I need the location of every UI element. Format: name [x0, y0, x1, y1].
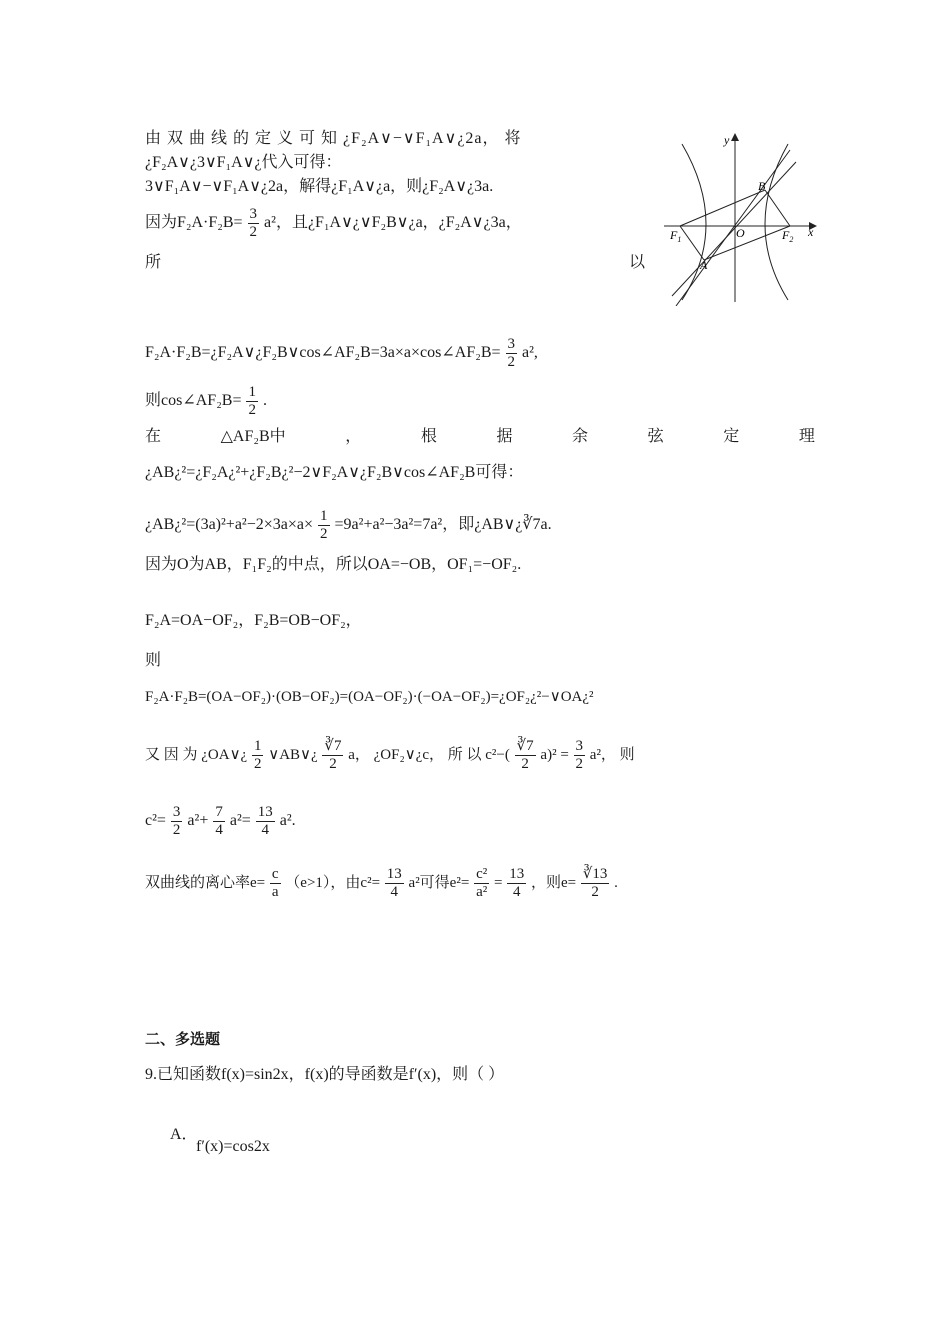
f2-label: $F_2$: [782, 228, 794, 244]
text-line-7: [145, 384, 267, 419]
segment-F1A: [680, 226, 704, 260]
line-15-d: a)² =: [540, 746, 569, 763]
text-line-10: [145, 508, 552, 543]
fraction-sqrt13-half: $\frac{∛13}{2}$: [582, 866, 608, 900]
line-17-e: ，则e=: [530, 874, 577, 891]
line-16-a: c²=: [145, 812, 166, 830]
line-11-text: 因为O为AB，F₁F₂的中点，所以OA=−OB，OF₁=−OF₂.: [145, 556, 522, 573]
right-branch: [765, 144, 788, 300]
text-line-13: [145, 650, 161, 672]
line-17-d: =: [493, 874, 503, 891]
question-9: [145, 1064, 504, 1086]
line-9-text: ¿AB¿²=¿F₂A¿²+¿F₂B¿²−2∨F₂A∨¿F₂B∨cos∠AF₂B可得：: [145, 464, 524, 481]
line-8-word: 定: [723, 428, 740, 445]
line-12-text: F₂A=OA−OF₂，F₂B=OB−OF₂，: [145, 612, 362, 629]
segment-AF2: [704, 226, 790, 260]
text-line-3: [145, 176, 493, 198]
text-line-16: [145, 804, 296, 839]
question-9-text: 9.已知函数f(x)=sin2x，f(x)的导函数是f′(x)，则（ ）: [145, 1066, 505, 1083]
line-17-a: 双曲线的离心率e=: [145, 874, 266, 891]
line-8-word: △AF₂B中: [220, 428, 286, 445]
text-line-14: [145, 686, 594, 708]
line-5-left: 所: [145, 254, 162, 271]
line-17-b: （e>1），由c²=: [285, 874, 381, 891]
text-line-17: [145, 866, 618, 901]
fraction-one-half: $\frac{1}{2}$: [248, 384, 256, 418]
segment-F2B: [765, 190, 790, 226]
text-line-11: [145, 554, 521, 576]
option-a-text: f′(x)=cos2x: [196, 1138, 270, 1155]
fraction-three-halves-3: $\frac{3}{2}$: [575, 738, 584, 772]
line-15-a: 又 因 为 ¿OA∨¿: [145, 746, 248, 763]
line-5-right: 以: [628, 254, 645, 271]
line-AB: [676, 150, 790, 306]
text-line-9: [145, 462, 523, 484]
line-4-end: a²，且¿F₁A∨¿∨F₂B∨¿a，¿F₂A∨¿3a，: [264, 214, 522, 232]
line-6-start: F₂A·F₂B=¿F₂A∨¿F₂B∨cos∠AF₂B=3a×a×cos∠AF₂B=: [145, 344, 501, 362]
section-heading: 二、多选题: [145, 1030, 221, 1048]
line-8-word: ，: [345, 428, 362, 445]
line-17-f: .: [614, 874, 618, 891]
line-8-word: 弦: [647, 428, 664, 445]
fraction-thirteen-quarters-3: $\frac{13}{4}$: [509, 866, 525, 900]
option-a-label: A．: [170, 1126, 198, 1143]
line-16-c: a²=: [229, 812, 251, 830]
line-8-word: 理: [798, 428, 815, 445]
line-8-word: 根: [420, 428, 437, 445]
line-14-text: F₂A·F₂B=(OA−OF₂)·(OB−OF₂)=(OA−OF₂)·(−OA−OF₂)=¿OF₂¿²−∨OA¿²: [145, 689, 594, 705]
left-branch: [682, 144, 706, 300]
line-1-text: 由 双 曲 线 的 定 义 可 知 ¿F₂A∨−∨F₁A∨¿2a， 将: [145, 130, 522, 147]
x-label: x: [808, 225, 814, 239]
segment-F1B: [680, 190, 765, 226]
line-7-end: .: [262, 392, 267, 410]
fraction-c2-over-a2: $\frac{\text{c²}}{\text{a²}}$: [476, 866, 488, 900]
line-8-word: 在: [145, 428, 162, 445]
line-7-start: 则cos∠AF₂B=: [145, 392, 242, 410]
option-a-formula: [196, 1136, 270, 1158]
line-16-d: a².: [279, 812, 296, 830]
line-17-c: a²可得e²=: [408, 874, 470, 891]
line-8-word: 据: [496, 428, 513, 445]
line-10-start: ¿AB¿²=(3a)²+a²−2×3a×a×: [145, 516, 314, 534]
text-line-12: [145, 610, 362, 632]
fraction-one-half-3: $\frac{1}{2}$: [253, 738, 262, 772]
text-line-4: [145, 206, 522, 241]
fraction-seven-quarters: $\frac{7}{4}$: [215, 804, 223, 838]
line-6-end: a²,: [522, 344, 538, 362]
origin-label: O: [736, 226, 745, 240]
fraction-c-over-a: $\frac{c}{a}$: [271, 866, 279, 900]
point-b-label: B: [758, 179, 766, 193]
hyperbola-figure: [660, 128, 820, 306]
line-16-b: a²+: [187, 812, 209, 830]
fraction-three-halves-2: $\frac{3}{2}$: [507, 336, 516, 370]
f1-label: $F_1$: [670, 228, 682, 244]
line-13-text: 则: [145, 652, 162, 669]
option-a[interactable]: [170, 1124, 198, 1146]
text-line-8: [145, 426, 815, 448]
text-line-6: [145, 336, 538, 371]
fraction-sqrt7-half-2: $\frac{∛7}{2}$: [516, 738, 534, 772]
fraction-one-half-2: $\frac{1}{2}$: [320, 508, 328, 542]
fraction-sqrt7-half: $\frac{∛7}{2}$: [324, 738, 342, 772]
line-15-e: a²， 则: [589, 746, 635, 763]
text-line-2: [145, 152, 342, 174]
point-a-label: A: [700, 258, 708, 272]
line-10-end: =9a²+a²−3a²=7a²，即¿AB∨¿∛7a.: [334, 516, 552, 534]
line-15-c: a， ¿OF₂∨¿c， 所 以 c²−(: [348, 746, 510, 763]
asymptote-1: [672, 162, 796, 296]
text-line-1: [145, 128, 522, 150]
y-label: y: [724, 133, 730, 147]
line-15-b: ∨AB∨¿: [268, 746, 318, 763]
fraction-thirteen-quarters-2: $\frac{13}{4}$: [386, 866, 402, 900]
text-line-15: [145, 738, 635, 773]
fraction-three-halves-4: $\frac{3}{2}$: [172, 804, 181, 838]
fraction-three-halves: $\frac{3}{2}$: [249, 206, 258, 240]
line-3-text: 3∨F₁A∨−∨F₁A∨¿2a，解得¿F₁A∨¿a，则¿F₂A∨¿3a.: [145, 178, 494, 195]
line-8-word: 余: [572, 428, 589, 445]
fraction-thirteen-quarters: $\frac{13}{4}$: [257, 804, 273, 838]
line-2-text: ¿F₂A∨¿3∨F₁A∨¿代入可得：: [145, 154, 342, 171]
text-line-5: [145, 252, 645, 274]
line-4-start: 因为F₂A·F₂B=: [145, 214, 243, 232]
